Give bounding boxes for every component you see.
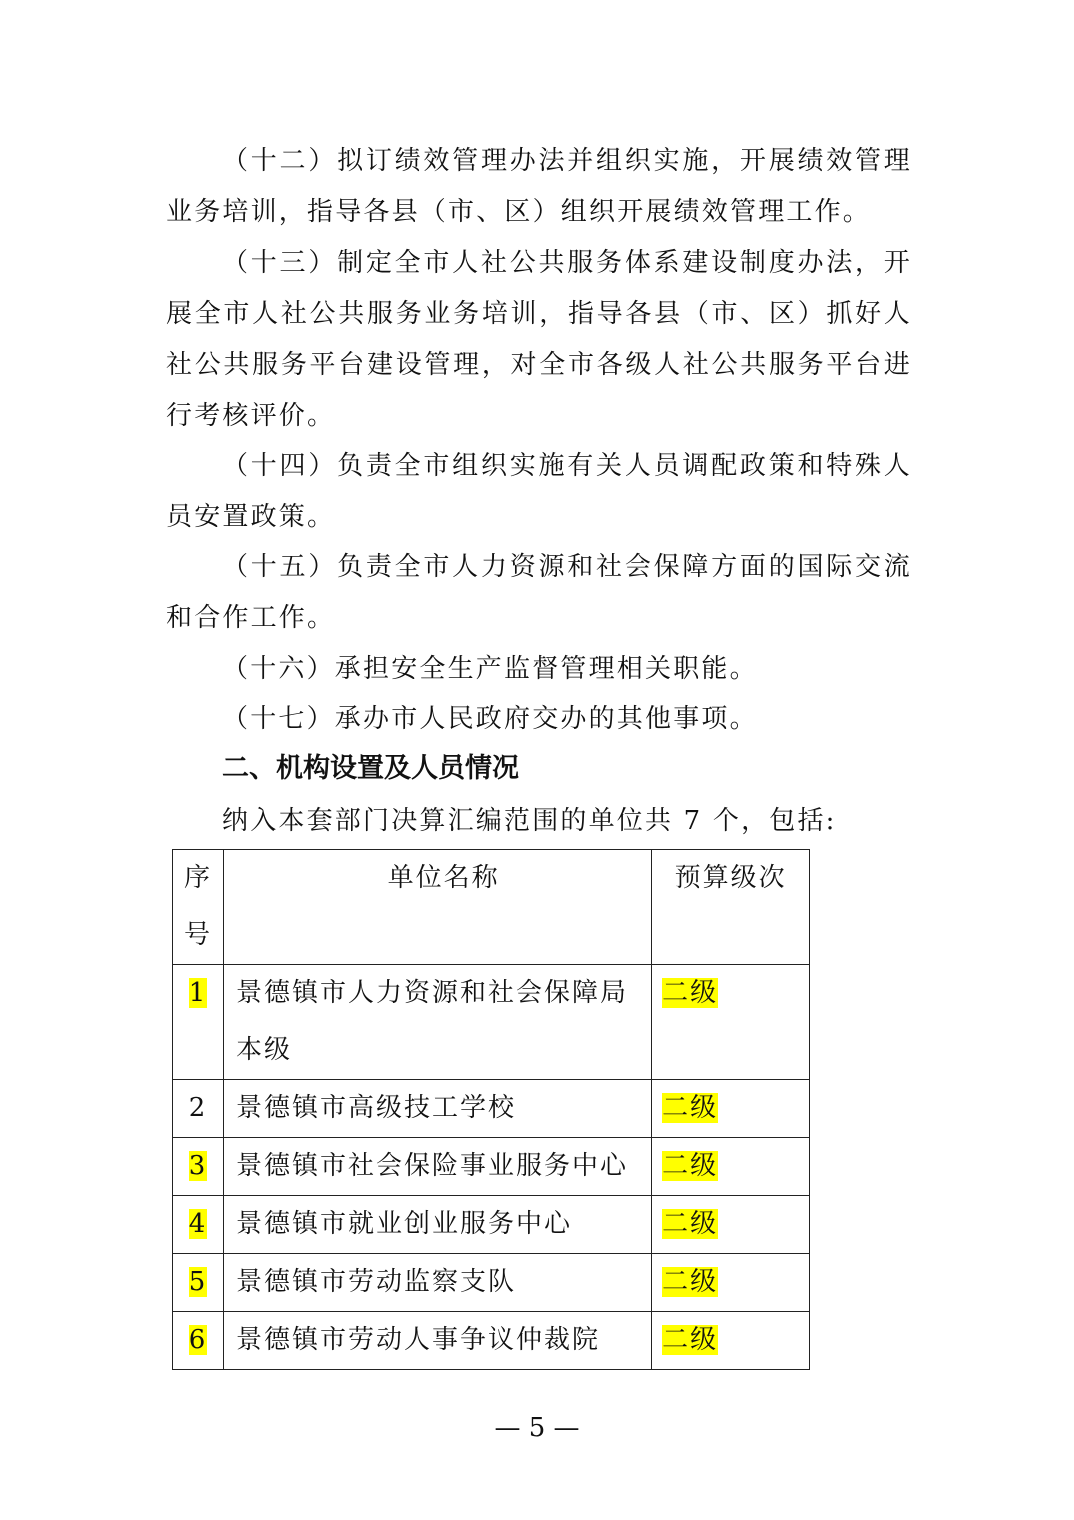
row-no-cell: [173, 1254, 224, 1312]
paragraph-15: （十五）负责全市人力资源和社会保障方面的国际交流和合作工作。: [166, 552, 912, 633]
table-row: [173, 965, 810, 1080]
row-name-cell: [224, 1196, 652, 1254]
table-row: [173, 1080, 810, 1138]
row-no: 3: [188, 1151, 208, 1181]
row-name: 景德镇市劳动监察支队: [236, 1267, 517, 1297]
row-no-cell: [173, 1138, 224, 1196]
row-level-cell: [652, 1312, 810, 1370]
row-level-cell: [652, 1138, 810, 1196]
row-no: 6: [188, 1325, 208, 1355]
header-no: [173, 850, 224, 965]
row-level: 二级: [662, 1093, 719, 1123]
row-name: 景德镇市劳动人事争议仲裁院: [236, 1325, 601, 1355]
row-name-cell: [224, 1080, 652, 1138]
row-no: 1: [188, 978, 208, 1008]
paragraph-13: （十三）制定全市人社公共服务体系建设制度办法，开展全市人社公共服务业务培训，指导各县（市、区）抓好人社公共服务平台建设管理，对全市各级人社公共服务平台进行考核评价。: [166, 248, 912, 431]
paragraph-17: （十七）承办市人民政府交办的其他事项。: [222, 704, 758, 734]
row-name-cell: [224, 1254, 652, 1312]
row-name: 景德镇市就业创业服务中心: [236, 1209, 573, 1239]
header-level: [652, 850, 810, 965]
table-row: [173, 1196, 810, 1254]
row-name: 景德镇市人力资源和社会保障局本级: [236, 978, 629, 1065]
row-no-cell: [173, 965, 224, 1080]
row-name-cell: [224, 1312, 652, 1370]
paragraph-12: （十二）拟订绩效管理办法并组织实施，开展绩效管理业务培训，指导各县（市、区）组织开展绩效管理工作。: [166, 146, 912, 227]
row-no-cell: [173, 1080, 224, 1138]
header-no-label: 序号: [184, 863, 213, 950]
row-no: 2: [188, 1093, 208, 1123]
row-level: 二级: [662, 1267, 719, 1297]
table-row: [173, 1138, 810, 1196]
row-level: 二级: [662, 1325, 719, 1355]
row-level-cell: [652, 1254, 810, 1312]
row-level-cell: [652, 1080, 810, 1138]
row-name-cell: [224, 1138, 652, 1196]
header-level-label: 预算级次: [674, 863, 787, 893]
row-level: 二级: [662, 1151, 719, 1181]
header-name: [224, 850, 652, 965]
paragraph-14: （十四）负责全市组织实施有关人员调配政策和特殊人员安置政策。: [166, 451, 912, 532]
row-level-cell: [652, 1196, 810, 1254]
row-level-cell: [652, 965, 810, 1080]
section-heading: 二、机构设置及人员情况: [222, 753, 519, 784]
section-intro: 纳入本套部门决算汇编范围的单位共 7 个，包括:: [222, 806, 837, 836]
row-no: 4: [188, 1209, 208, 1239]
row-no-cell: [173, 1312, 224, 1370]
paragraph-16: （十六）承担安全生产监督管理相关职能。: [222, 654, 758, 684]
page-number: — 5 —: [494, 1413, 580, 1443]
row-name: 景德镇市高级技工学校: [236, 1093, 517, 1123]
row-name-cell: [224, 965, 652, 1080]
row-name: 景德镇市社会保险事业服务中心: [236, 1151, 629, 1181]
table-row: [173, 1254, 810, 1312]
row-no: 5: [188, 1267, 208, 1297]
table-header-row: [173, 850, 810, 965]
units-table: [172, 849, 810, 1370]
row-level: 二级: [662, 1209, 719, 1239]
row-no-cell: [173, 1196, 224, 1254]
row-level: 二级: [662, 978, 719, 1008]
table-row: [173, 1312, 810, 1370]
header-name-label: 单位名称: [387, 863, 500, 893]
